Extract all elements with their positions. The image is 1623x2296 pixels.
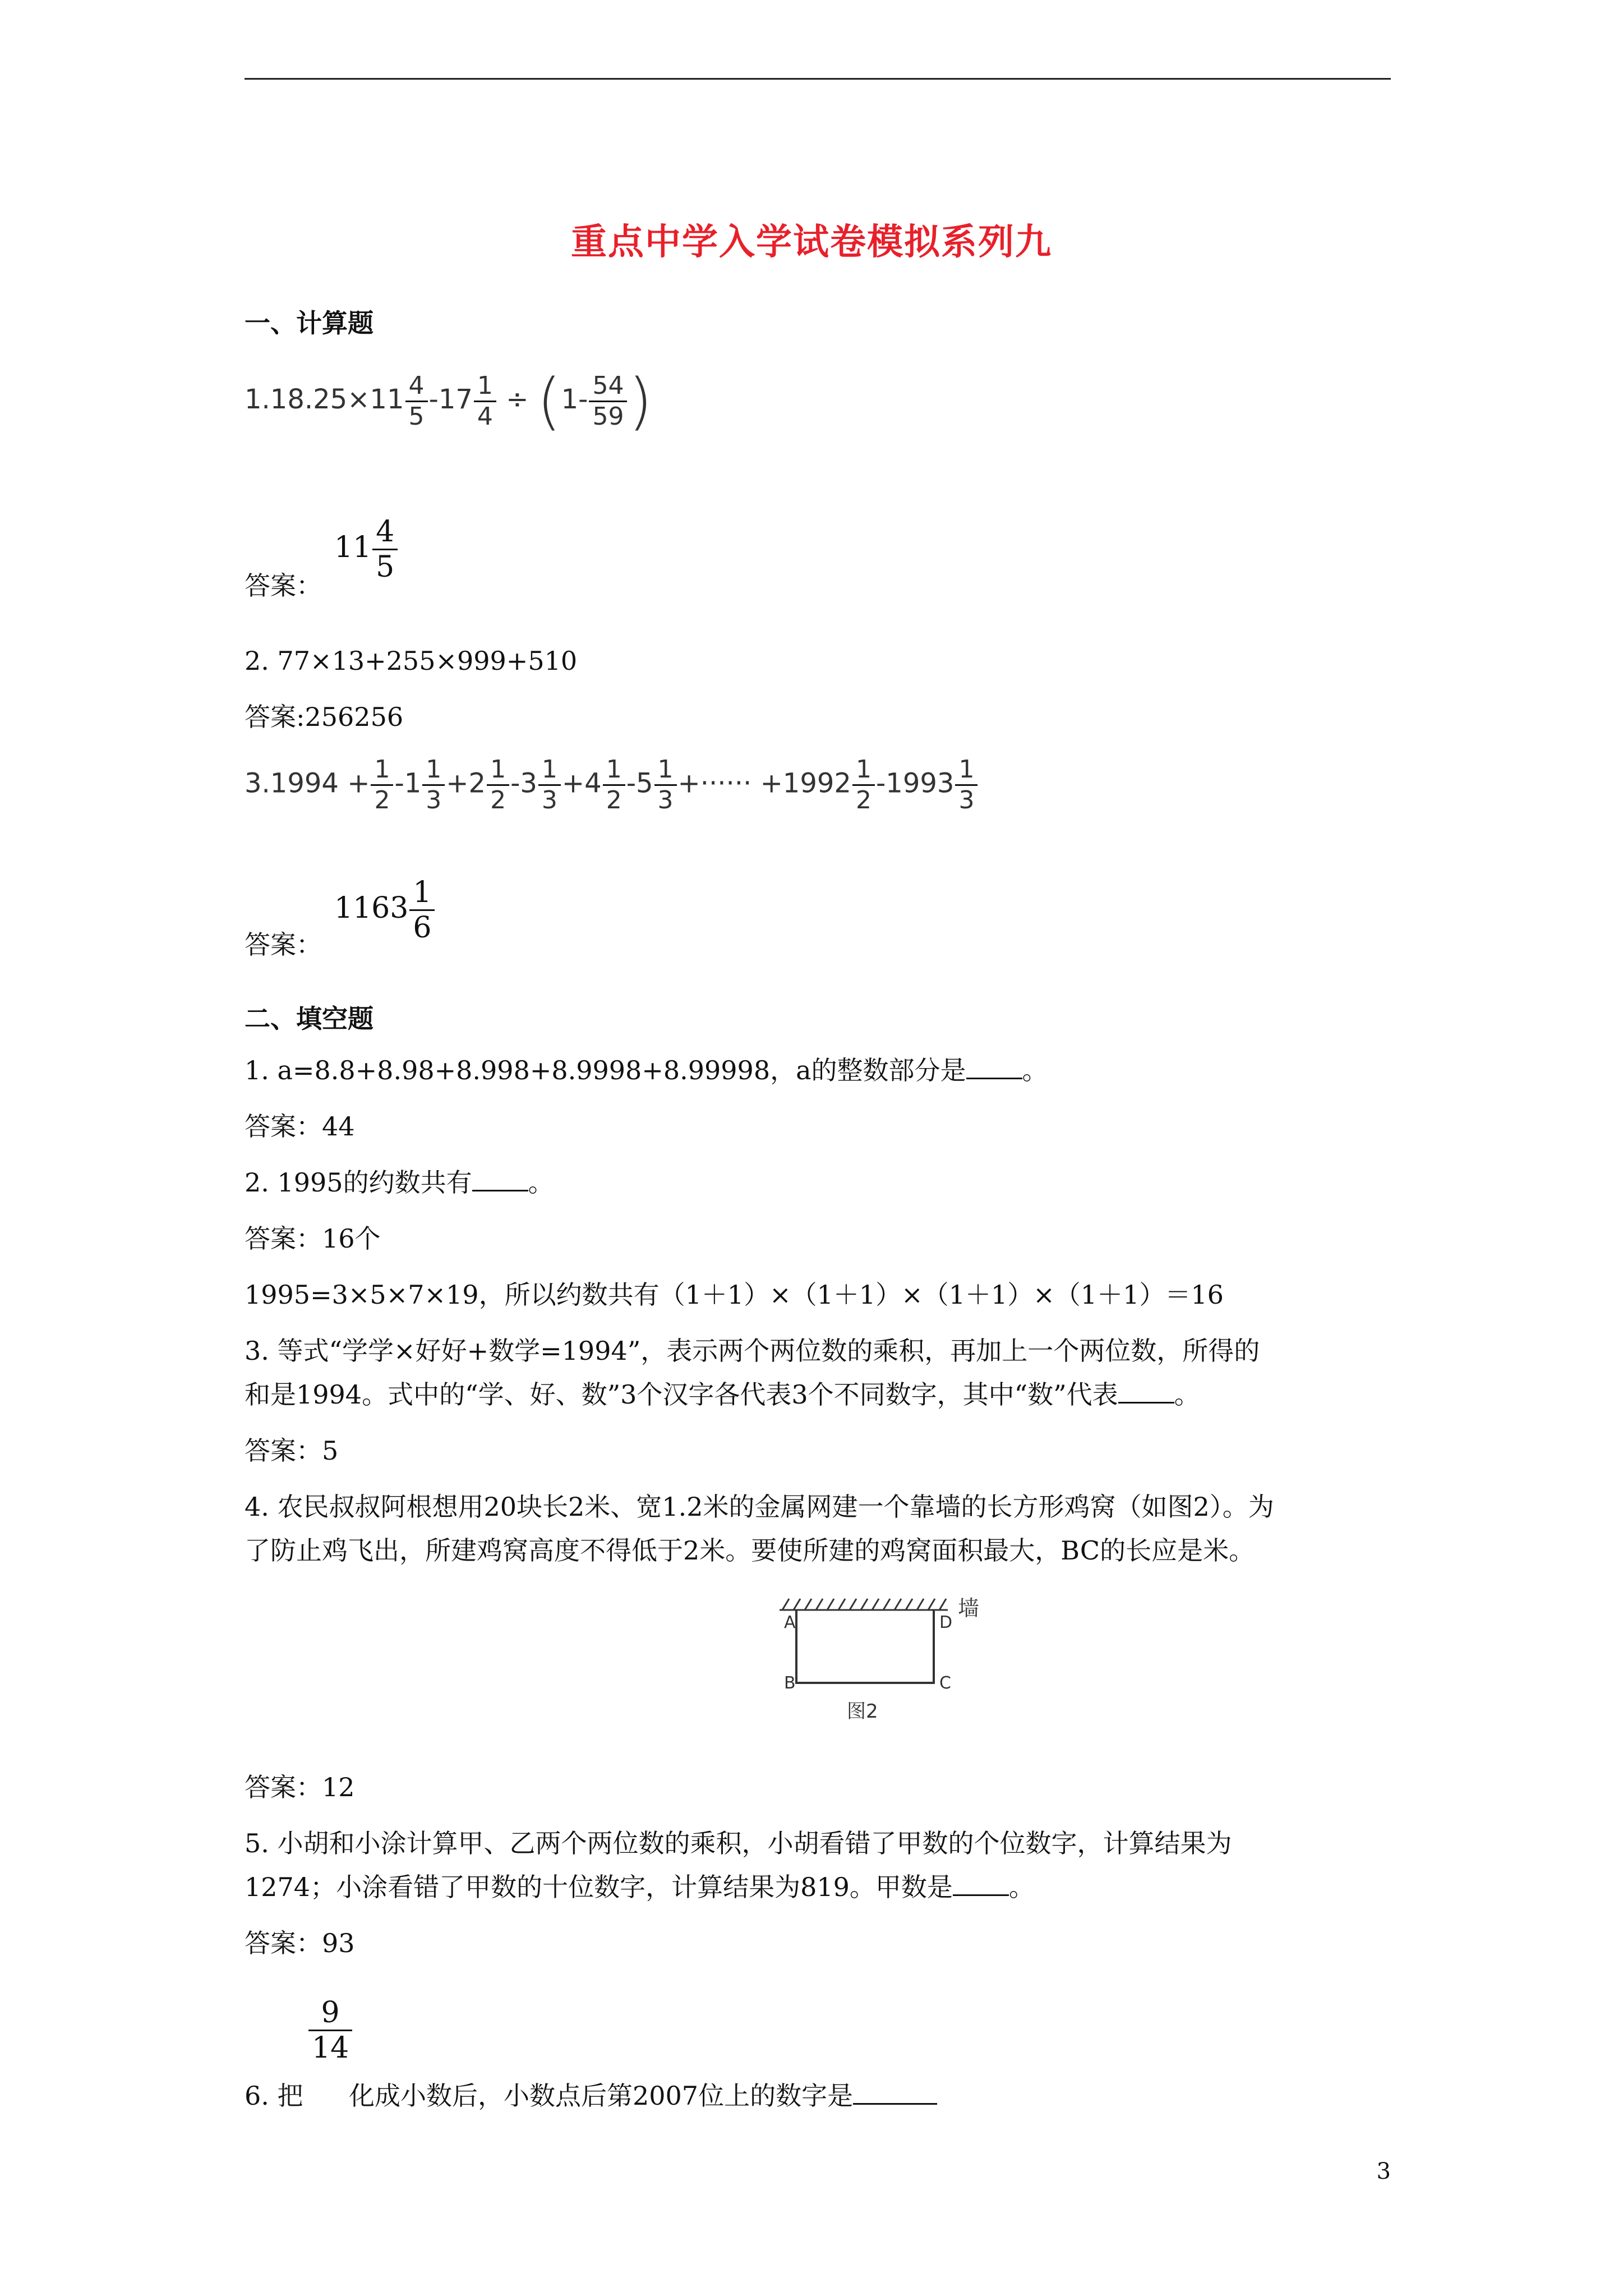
fig-label-b: B — [784, 1673, 796, 1693]
section-heading-calc: 一、计算题 — [245, 308, 374, 338]
q1-frac-3: $\frac{54}{59}$ — [589, 374, 627, 429]
fig-label-a: A — [784, 1613, 796, 1632]
q1-divide: ÷ — [506, 384, 529, 415]
f2-answer: 答案：16个 — [245, 1223, 381, 1254]
q1-mid: -17 — [428, 384, 473, 415]
q3-frac-3: $\frac{1}{2}$ — [487, 757, 509, 813]
q1-frac-2: $\frac{1}{4}$ — [474, 374, 496, 429]
f4-line-1: 4. 农民叔叔阿根想用20块长2米、宽1.2米的金属网建一个靠墙的长方形鸡窝（如图2）。为 — [245, 1492, 1274, 1522]
page-number: 3 — [1376, 2159, 1391, 2184]
q2-text: 2. 77×13+255×999+510 — [245, 646, 578, 676]
fig-label-c: C — [939, 1673, 951, 1693]
q3-frac-5: $\frac{1}{2}$ — [603, 757, 625, 813]
q1-prefix: 1.18.25×11 — [245, 384, 404, 415]
q3-frac-8: $\frac{1}{3}$ — [955, 757, 978, 813]
q3-frac-1: $\frac{1}{2}$ — [371, 757, 393, 813]
q3-frac-7: $\frac{1}{2}$ — [852, 757, 875, 813]
f2-explanation: 1995=3×5×7×19，所以约数共有（1＋1）×（1＋1）×（1＋1）×（1＋1）＝16 — [245, 1280, 1224, 1310]
q1-answer-frac: $\frac{4}{5}$ — [372, 517, 398, 582]
f2-question: 2. 1995的约数共有 。 — [245, 1167, 554, 1198]
f3-line-1: 3. 等式“学学×好好+数学=1994”，表示两个两位数的乘积，再加上一个两位数，所得的 — [245, 1336, 1260, 1366]
q3-frac-4: $\frac{1}{3}$ — [538, 757, 561, 813]
f1-blank — [966, 1078, 1022, 1079]
chicken-coop-figure — [768, 1593, 1004, 1750]
f6-prefix: 6. 把 — [245, 2081, 303, 2111]
f6-blank — [853, 2103, 937, 2105]
q1-inner: 1- — [561, 384, 588, 415]
q1-answer-label: 答案： — [245, 570, 322, 601]
q2-answer: 答案:256256 — [245, 702, 404, 732]
q1-expression — [245, 365, 653, 437]
q3-frac-2: $\frac{1}{3}$ — [422, 757, 445, 813]
q3-answer-label: 答案： — [245, 930, 322, 960]
f3-answer: 答案：5 — [245, 1435, 339, 1466]
f2-blank — [472, 1190, 528, 1191]
q1-paren-close: ) — [628, 365, 653, 437]
f5-line-1: 5. 小胡和小涂计算甲、乙两个两位数的乘积，小胡看错了甲数的个位数字，计算结果为 — [245, 1828, 1232, 1858]
f4-answer: 答案：12 — [245, 1772, 355, 1802]
f5-line-2: 1274；小涂看错了甲数的十位数字，计算结果为819。甲数是 。 — [245, 1872, 1035, 1902]
wall-hatch — [780, 1599, 948, 1610]
f1-answer: 答案：44 — [245, 1111, 355, 1142]
f5-answer: 答案：93 — [245, 1928, 355, 1958]
q1-answer: 11 $\frac{4}{5}$ — [334, 517, 399, 582]
f1-question: 1. a=8.8+8.98+8.998+8.9998+8.99998，a的整数部分是 。 — [245, 1055, 1048, 1085]
q1-paren-open: ( — [537, 365, 561, 437]
fig-caption: 图2 — [847, 1700, 878, 1723]
f6-suffix: 化成小数后，小数点后第2007位上的数字是 — [349, 2076, 937, 2113]
f5-blank — [953, 1894, 1009, 1896]
header-rule — [245, 78, 1391, 80]
fig-label-d: D — [939, 1613, 953, 1632]
f6-fraction: $\frac{9}{14}$ — [307, 1998, 353, 2063]
section-heading-fill: 二、填空题 — [245, 1004, 374, 1034]
f4-line-2: 了防止鸡飞出，所建鸡窝高度不得低于2米。要使所建的鸡窝面积最大，BC的长应是米。 — [245, 1535, 1255, 1566]
f3-line-2: 和是1994。式中的“学、好、数”3个汉字各代表3个不同数字，其中“数”代表 。 — [245, 1379, 1200, 1410]
q3-expression: 3.1994 + $\frac{1}{2}$ -1 $\frac{1}{3}$ +2 $\frac{1}{2}$ -3 $\frac{1}{3}$ +4 $\frac{1}{2}$ -5 $\frac{1}{3}$ +······ +1992 $\frac{1}{2}$ -1993 $\frac{1}{3}$ — [245, 757, 979, 813]
q3-answer-frac: $\frac{1}{6}$ — [409, 878, 435, 942]
q3-answer: 1163 $\frac{1}{6}$ — [334, 878, 436, 942]
f3-blank — [1118, 1402, 1174, 1404]
page-title: 重点中学入学试卷模拟系列九 — [571, 222, 1052, 263]
coop-outline — [796, 1610, 934, 1683]
fig-label-wall: 墙 — [958, 1596, 980, 1621]
q3-frac-6: $\frac{1}{3}$ — [654, 757, 677, 813]
q1-frac-1: $\frac{4}{5}$ — [405, 374, 428, 429]
